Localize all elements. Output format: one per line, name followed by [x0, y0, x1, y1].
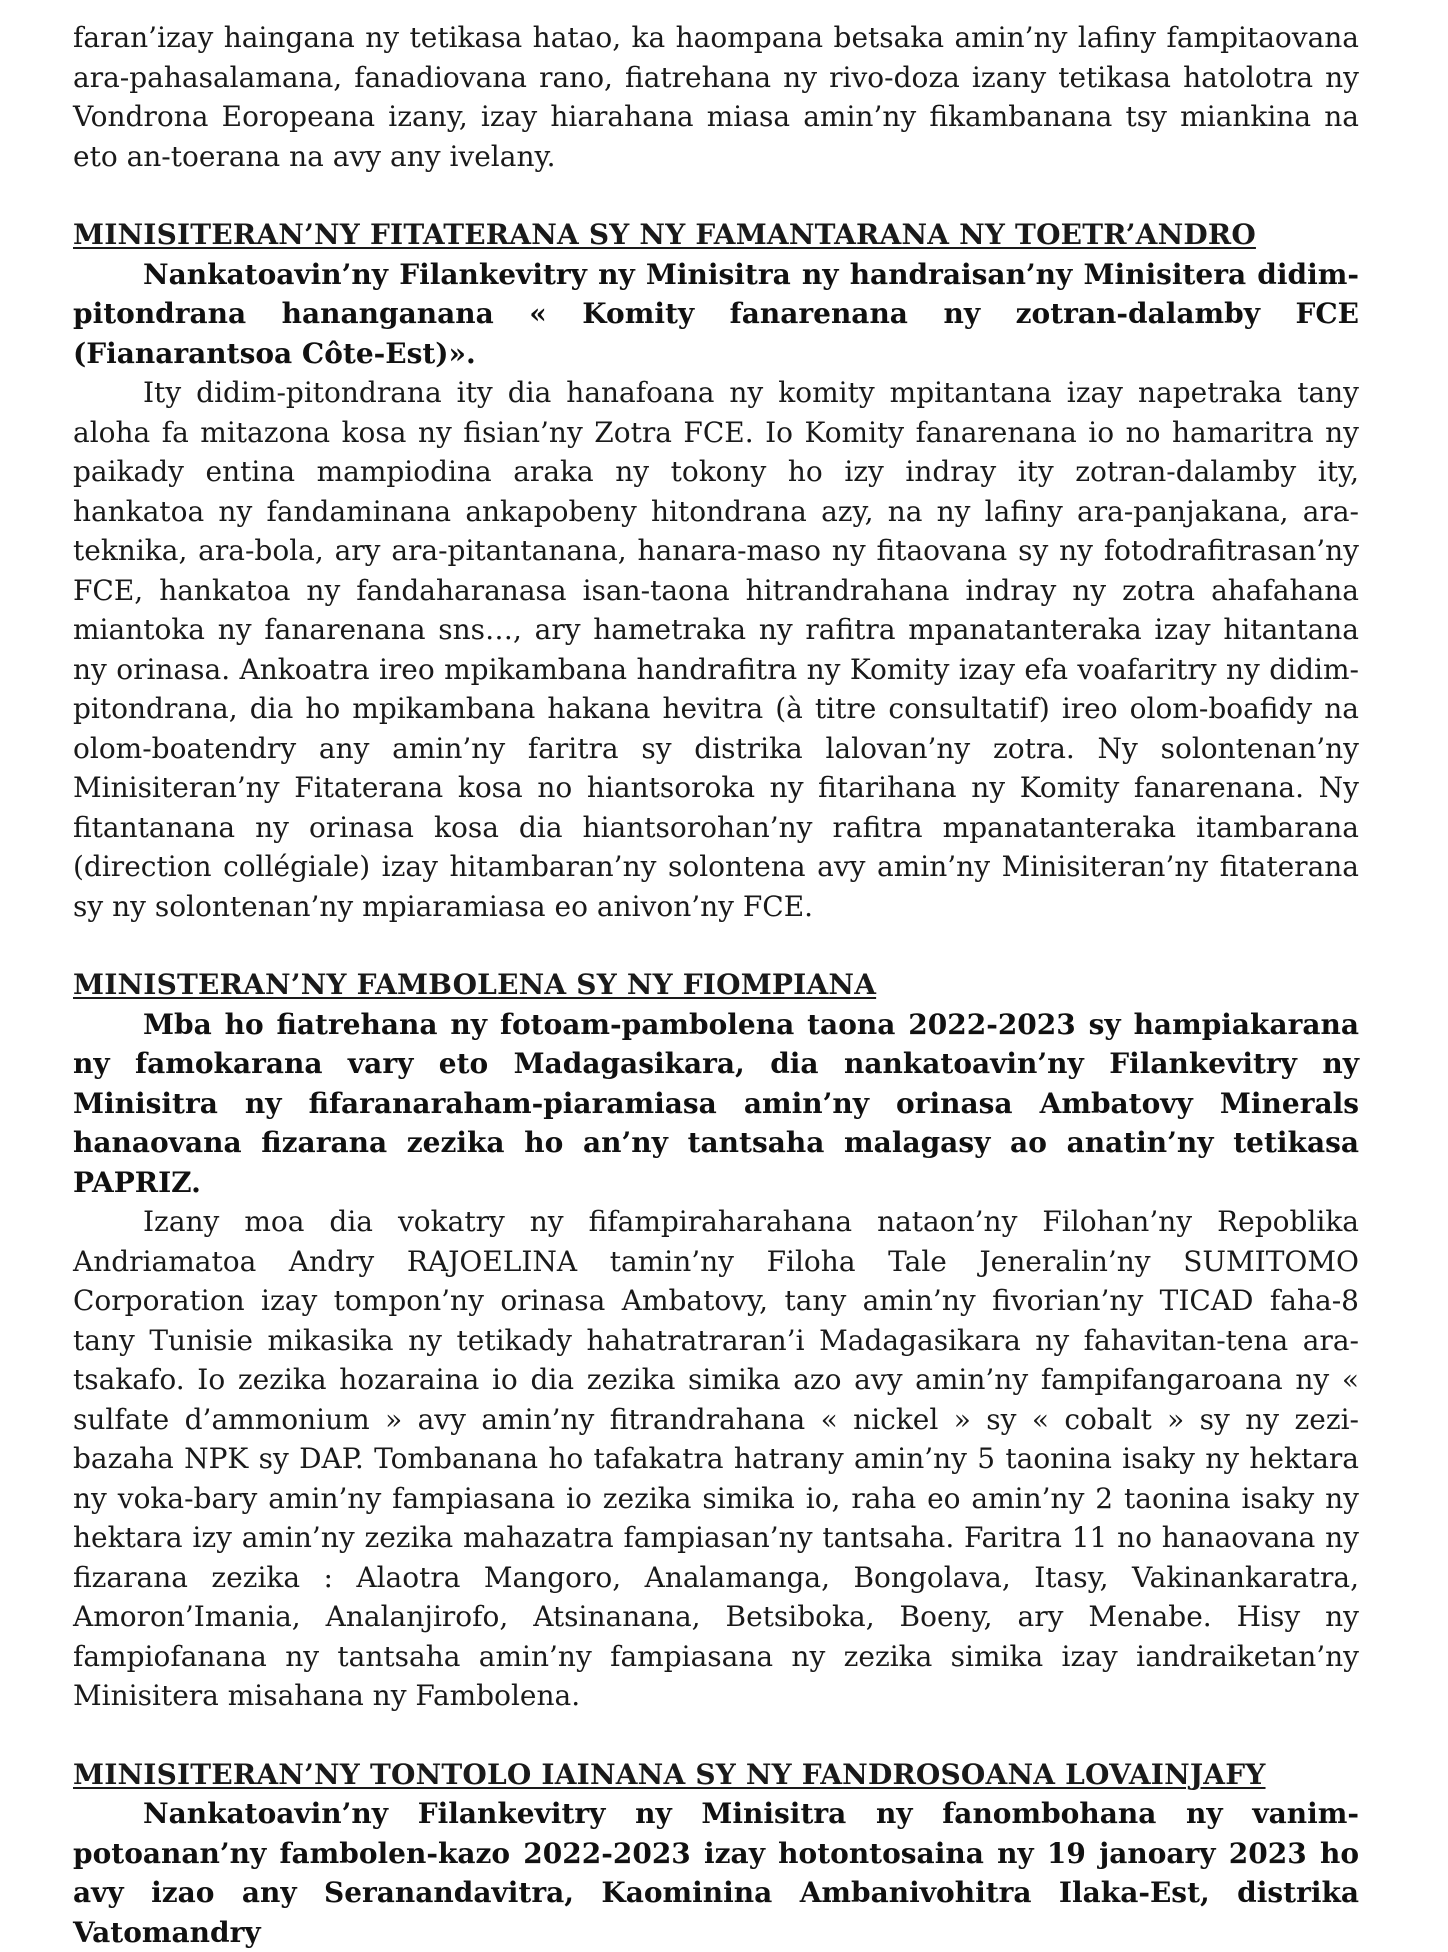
section-heading: MINISITERAN’NY TONTOLO IAINANA SY NY FANDROSOANA LOVAINJAFY	[73, 1755, 1359, 1795]
decision-lead-paragraph: Nankatoavin’ny Filankevitry ny Minisitra ny handraisan’ny Minisitera didim-pitondrana hananganana « Komity fanarenana ny zotran-dalamby FCE (Fianarantsoa Côte-Est)».	[73, 255, 1359, 374]
decision-lead-paragraph: Mba ho fiatrehana ny fotoam-pambolena taona 2022-2023 sy hampiakarana ny famokarana vary eto Madagasikara, dia nankatoavin’ny Filankevitry ny Minisitra ny fifaranaraham-piaramiasa amin’ny orinasa Ambatovy Minerals hanaovana fizarana zezika ho an’ny tantsaha malagasy ao anatin’ny tetikasa PAPRIZ.	[73, 1005, 1359, 1203]
section-heading: MINISITERAN’NY FITATERANA SY NY FAMANTARANA NY TOETR’ANDRO	[73, 215, 1359, 255]
document-page	[73, 18, 1359, 1952]
decision-lead-paragraph: Nankatoavin’ny Filankevitry ny Minisitra ny fanombohana ny vanim-potoanan’ny fambolen-kazo 2022-2023 izay hotontosaina ny 19 janoary 2023 ho avy izao any Seranandavitra, Kaominina Ambanivohitra Ilaka-Est, distrika Vatomandry	[73, 1794, 1359, 1952]
intro-paragraph: faran’izay haingana ny tetikasa hatao, ka haompana betsaka amin’ny lafiny fampitaovana ara-pahasalamana, fanadiovana rano, fiatrehana ny rivo-doza izany tetikasa hatolotra ny Vondrona Eoropeana izany, izay hiarahana miasa amin’ny fikambanana tsy miankina na eto an-toerana na avy any ivelany.	[73, 18, 1359, 176]
body-paragraph: Ity didim-pitondrana ity dia hanafoana ny komity mpitantana izay napetraka tany aloha fa mitazona kosa ny fisian’ny Zotra FCE. Io Komity fanarenana io no hamaritra ny paikady entina mampiodina araka ny tokony ho izy indray ity zotran-dalamby ity, hankatoa ny fandaminana ankapobeny hitondrana azy, na ny lafiny ara-panjakana, ara-teknika, ara-bola, ary ara-pitantanana, hanara-maso ny fitaovana sy ny fotodrafitrasan’ny FCE, hankatoa ny fandaharanasa isan-taona hitrandrahana indray ny zotra ahafahana miantoka ny fanarenana sns…, ary hametraka ny rafitra mpanatanteraka izay hitantana ny orinasa. Ankoatra ireo mpikambana handrafitra ny Komity izay efa voafaritry ny didim-pitondrana, dia ho mpikambana hakana hevitra (à titre consultatif) ireo olom-boafidy na olom-boatendry any amin’ny faritra sy distrika lalovan’ny zotra. Ny solontenan’ny Minisiteran’ny Fitaterana kosa no hiantsoroka ny fitarihana ny Komity fanarenana. Ny fitantanana ny orinasa kosa dia hiantsorohan’ny rafitra mpanatanteraka itambarana (direction collégiale) izay hitambaran’ny solontena avy amin’ny Minisiteran’ny fitaterana sy ny solontenan’ny mpiaramiasa eo anivon’ny FCE.	[73, 373, 1359, 926]
body-paragraph: Izany moa dia vokatry ny fifampiraharahana nataon’ny Filohan’ny Repoblika Andriamatoa Andry RAJOELINA tamin’ny Filoha Tale Jeneralin’ny SUMITOMO Corporation izay tompon’ny orinasa Ambatovy, tany amin’ny fivorian’ny TICAD faha-8 tany Tunisie mikasika ny tetikady hahatratraran’i Madagasikara ny fahavitan-tena ara-tsakafo. Io zezika hozaraina io dia zezika simika azo avy amin’ny fampifangaroana ny « sulfate d’ammonium » avy amin’ny fitrandrahana « nickel » sy « cobalt » sy ny zezi-bazaha NPK sy DAP. Tombanana ho tafakatra hatrany amin’ny 5 taonina isaky ny hektara ny voka-bary amin’ny fampiasana io zezika simika io, raha eo amin’ny 2 taonina isaky ny hektara izy amin’ny zezika mahazatra fampiasan’ny tantsaha. Faritra 11 no hanaovana ny fizarana zezika : Alaotra Mangoro, Analamanga, Bongolava, Itasy, Vakinankaratra, Amoron’Imania, Analanjirofo, Atsinanana, Betsiboka, Boeny, ary Menabe. Hisy ny fampiofanana ny tantsaha amin’ny fampiasana ny zezika simika izay iandraiketan’ny Minisitera misahana ny Fambolena.	[73, 1202, 1359, 1716]
section-agriculture	[73, 965, 1359, 1716]
section-environment	[73, 1755, 1359, 1952]
section-heading: MINISTERAN’NY FAMBOLENA SY NY FIOMPIANA	[73, 965, 1359, 1005]
section-transport	[73, 215, 1359, 926]
